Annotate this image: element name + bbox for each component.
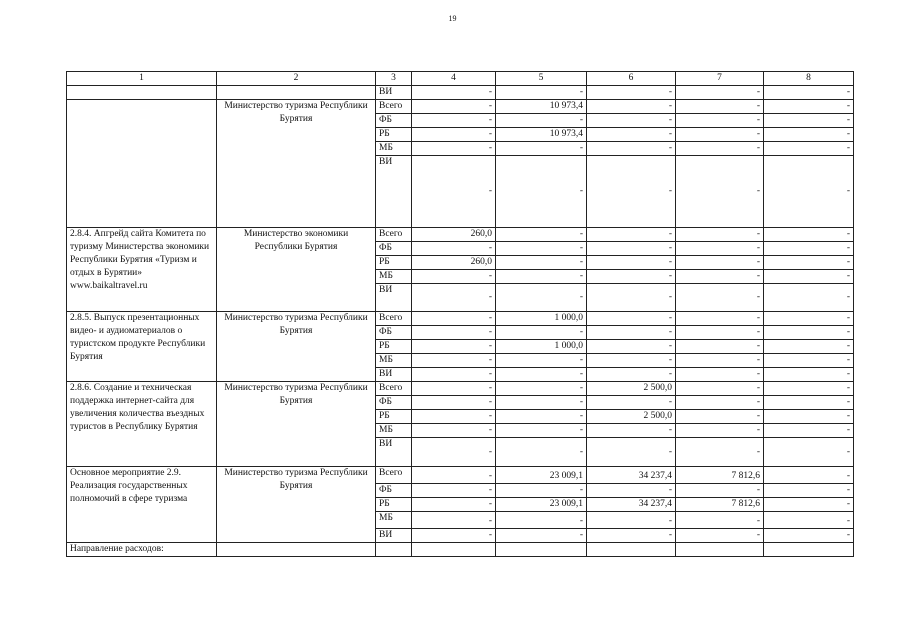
- empty-cell: [676, 543, 764, 557]
- column-header: 6: [587, 72, 676, 86]
- value-cell: -: [676, 156, 764, 228]
- footer-row: [67, 543, 854, 557]
- value-cell: 7 812,6: [676, 467, 764, 484]
- executor-cell: Министерство экономики Республики Бурятия: [217, 228, 376, 312]
- funding-type-cell: РБ: [376, 128, 412, 142]
- value-cell: -: [764, 100, 854, 114]
- column-header: 4: [412, 72, 496, 86]
- value-cell: -: [587, 354, 676, 368]
- value-cell: 1 000,0: [496, 340, 587, 354]
- value-cell: -: [496, 410, 587, 424]
- value-cell: -: [587, 142, 676, 156]
- continuation-row: [67, 86, 854, 100]
- value-cell: -: [764, 424, 854, 438]
- value-cell: -: [764, 340, 854, 354]
- value-cell: -: [676, 86, 764, 100]
- value-cell: -: [764, 498, 854, 512]
- funding-type-cell: Всего: [376, 312, 412, 326]
- funding-type-cell: ФБ: [376, 484, 412, 498]
- value-cell: -: [412, 424, 496, 438]
- header-row: [67, 72, 854, 86]
- value-cell: -: [676, 128, 764, 142]
- value-cell: -: [587, 284, 676, 312]
- value-cell: -: [764, 529, 854, 543]
- event-name-cell: 2.8.5. Выпуск презентационных видео- и аудиоматериалов о туристском продукте Республики Бурятия: [67, 312, 217, 382]
- value-cell: -: [412, 498, 496, 512]
- value-cell: -: [764, 438, 854, 467]
- funding-type-cell: ВИ: [376, 156, 412, 228]
- value-cell: -: [676, 326, 764, 340]
- value-cell: -: [676, 410, 764, 424]
- value-cell: -: [764, 326, 854, 340]
- value-cell: -: [587, 512, 676, 529]
- empty-cell: [587, 543, 676, 557]
- value-cell: -: [764, 86, 854, 100]
- value-cell: -: [764, 128, 854, 142]
- value-cell: -: [496, 396, 587, 410]
- value-cell: -: [496, 242, 587, 256]
- value-cell: -: [676, 312, 764, 326]
- value-cell: -: [676, 382, 764, 396]
- value-cell: -: [676, 284, 764, 312]
- value-cell: -: [676, 484, 764, 498]
- value-cell: -: [676, 228, 764, 242]
- column-header: 1: [67, 72, 217, 86]
- table-row: [67, 382, 854, 396]
- table-row: [67, 312, 854, 326]
- value-cell: -: [412, 100, 496, 114]
- table-row: [67, 467, 854, 484]
- executor-cell: Министерство туризма Республики Бурятия: [217, 100, 376, 228]
- value-cell: -: [676, 256, 764, 270]
- funding-type-cell: РБ: [376, 340, 412, 354]
- value-cell: -: [764, 382, 854, 396]
- value-cell: -: [764, 270, 854, 284]
- column-header: 2: [217, 72, 376, 86]
- value-cell: -: [587, 100, 676, 114]
- value-cell: 260,0: [412, 228, 496, 242]
- value-cell: -: [587, 270, 676, 284]
- value-cell: -: [412, 156, 496, 228]
- value-cell: -: [676, 396, 764, 410]
- value-cell: -: [764, 484, 854, 498]
- value-cell: -: [587, 424, 676, 438]
- funding-type-cell: Всего: [376, 382, 412, 396]
- executor-cell: Министерство туризма Республики Бурятия: [217, 467, 376, 543]
- value-cell: -: [496, 228, 587, 242]
- value-cell: -: [587, 114, 676, 128]
- table-body: [67, 72, 854, 557]
- value-cell: 7 812,6: [676, 498, 764, 512]
- value-cell: -: [587, 86, 676, 100]
- value-cell: -: [496, 512, 587, 529]
- value-cell: -: [412, 354, 496, 368]
- value-cell: -: [676, 512, 764, 529]
- value-cell: -: [764, 368, 854, 382]
- value-cell: -: [676, 368, 764, 382]
- value-cell: -: [496, 354, 587, 368]
- empty-cell: [217, 543, 376, 557]
- table-row: [67, 228, 854, 242]
- value-cell: -: [412, 368, 496, 382]
- value-cell: -: [587, 438, 676, 467]
- value-cell: -: [587, 156, 676, 228]
- value-cell: -: [412, 242, 496, 256]
- value-cell: -: [676, 100, 764, 114]
- funding-type-cell: ФБ: [376, 396, 412, 410]
- value-cell: -: [496, 86, 587, 100]
- value-cell: -: [764, 156, 854, 228]
- value-cell: -: [764, 256, 854, 270]
- value-cell: -: [496, 368, 587, 382]
- funding-type-cell: ВИ: [376, 438, 412, 467]
- funding-type-cell: РБ: [376, 410, 412, 424]
- value-cell: -: [764, 228, 854, 242]
- page-number: 19: [448, 14, 457, 23]
- value-cell: -: [676, 438, 764, 467]
- funding-type-cell: МБ: [376, 424, 412, 438]
- value-cell: -: [587, 128, 676, 142]
- executor-cell: [217, 86, 376, 100]
- empty-cell: [764, 543, 854, 557]
- column-header: 8: [764, 72, 854, 86]
- funding-type-cell: Всего: [376, 100, 412, 114]
- empty-cell: [496, 543, 587, 557]
- value-cell: -: [587, 368, 676, 382]
- value-cell: 2 500,0: [587, 382, 676, 396]
- column-header: 5: [496, 72, 587, 86]
- value-cell: 10 973,4: [496, 128, 587, 142]
- funding-type-cell: РБ: [376, 498, 412, 512]
- value-cell: -: [496, 529, 587, 543]
- value-cell: -: [412, 484, 496, 498]
- value-cell: -: [496, 142, 587, 156]
- value-cell: -: [412, 438, 496, 467]
- funding-type-cell: Всего: [376, 467, 412, 484]
- value-cell: -: [764, 512, 854, 529]
- funding-type-cell: ВИ: [376, 368, 412, 382]
- value-cell: -: [764, 396, 854, 410]
- value-cell: 1 000,0: [496, 312, 587, 326]
- value-cell: 260,0: [412, 256, 496, 270]
- value-cell: -: [412, 529, 496, 543]
- value-cell: -: [496, 284, 587, 312]
- value-cell: -: [676, 114, 764, 128]
- value-cell: -: [412, 128, 496, 142]
- value-cell: 34 237,4: [587, 498, 676, 512]
- value-cell: -: [676, 424, 764, 438]
- event-name-cell: 2.8.4. Апгрейд сайта Комитета по туризму Министерства экономики Республики Бурятия «Туризм и отдых в Бурятии» www.baikaltravel.ru: [67, 228, 217, 312]
- value-cell: 23 009,1: [496, 498, 587, 512]
- event-name-cell: 2.8.6. Создание и техническая поддержка интернет-сайта для увеличения количества въездных туристов в Республику Бурятия: [67, 382, 217, 467]
- value-cell: -: [412, 382, 496, 396]
- value-cell: -: [764, 242, 854, 256]
- executor-cell: Министерство туризма Республики Бурятия: [217, 312, 376, 382]
- value-cell: -: [764, 410, 854, 424]
- value-cell: 34 237,4: [587, 467, 676, 484]
- funding-type-cell: МБ: [376, 512, 412, 529]
- value-cell: -: [412, 326, 496, 340]
- value-cell: -: [412, 142, 496, 156]
- table-row: [67, 100, 854, 114]
- funding-type-cell: РБ: [376, 256, 412, 270]
- value-cell: -: [676, 270, 764, 284]
- value-cell: -: [764, 467, 854, 484]
- empty-cell: [376, 543, 412, 557]
- type-cell: ВИ: [376, 86, 412, 100]
- funding-type-cell: МБ: [376, 270, 412, 284]
- value-cell: -: [764, 284, 854, 312]
- value-cell: -: [587, 228, 676, 242]
- value-cell: -: [676, 529, 764, 543]
- value-cell: -: [412, 512, 496, 529]
- value-cell: -: [412, 86, 496, 100]
- event-name-cell: [67, 100, 217, 228]
- value-cell: -: [587, 326, 676, 340]
- expense-direction-label: Направление расходов:: [67, 543, 217, 557]
- value-cell: -: [496, 438, 587, 467]
- value-cell: -: [587, 529, 676, 543]
- value-cell: -: [412, 340, 496, 354]
- value-cell: -: [496, 156, 587, 228]
- value-cell: -: [412, 396, 496, 410]
- funding-type-cell: ФБ: [376, 326, 412, 340]
- value-cell: -: [496, 424, 587, 438]
- funding-type-cell: ВИ: [376, 284, 412, 312]
- value-cell: 23 009,1: [496, 467, 587, 484]
- budget-table: [66, 71, 854, 557]
- value-cell: 10 973,4: [496, 100, 587, 114]
- value-cell: -: [587, 242, 676, 256]
- value-cell: -: [412, 410, 496, 424]
- value-cell: -: [496, 326, 587, 340]
- value-cell: -: [412, 114, 496, 128]
- column-header: 3: [376, 72, 412, 86]
- value-cell: -: [764, 354, 854, 368]
- value-cell: -: [496, 382, 587, 396]
- value-cell: -: [587, 484, 676, 498]
- value-cell: -: [496, 270, 587, 284]
- value-cell: -: [587, 340, 676, 354]
- value-cell: -: [412, 284, 496, 312]
- funding-type-cell: ФБ: [376, 114, 412, 128]
- executor-cell: Министерство туризма Республики Бурятия: [217, 382, 376, 467]
- value-cell: -: [496, 484, 587, 498]
- funding-type-cell: МБ: [376, 142, 412, 156]
- value-cell: -: [412, 270, 496, 284]
- event-name-cell: Основное мероприятие 2.9. Реализация государственных полномочий в сфере туризма: [67, 467, 217, 543]
- funding-type-cell: МБ: [376, 354, 412, 368]
- funding-type-cell: ФБ: [376, 242, 412, 256]
- funding-type-cell: ВИ: [376, 529, 412, 543]
- value-cell: -: [676, 340, 764, 354]
- value-cell: -: [764, 114, 854, 128]
- value-cell: -: [412, 312, 496, 326]
- value-cell: -: [587, 312, 676, 326]
- value-cell: -: [587, 256, 676, 270]
- value-cell: -: [676, 242, 764, 256]
- value-cell: -: [764, 312, 854, 326]
- value-cell: -: [412, 467, 496, 484]
- column-header: 7: [676, 72, 764, 86]
- value-cell: -: [587, 396, 676, 410]
- value-cell: -: [496, 114, 587, 128]
- value-cell: -: [764, 142, 854, 156]
- value-cell: -: [676, 142, 764, 156]
- name-cell: [67, 86, 217, 100]
- value-cell: -: [676, 354, 764, 368]
- value-cell: -: [496, 256, 587, 270]
- funding-type-cell: Всего: [376, 228, 412, 242]
- empty-cell: [412, 543, 496, 557]
- value-cell: 2 500,0: [587, 410, 676, 424]
